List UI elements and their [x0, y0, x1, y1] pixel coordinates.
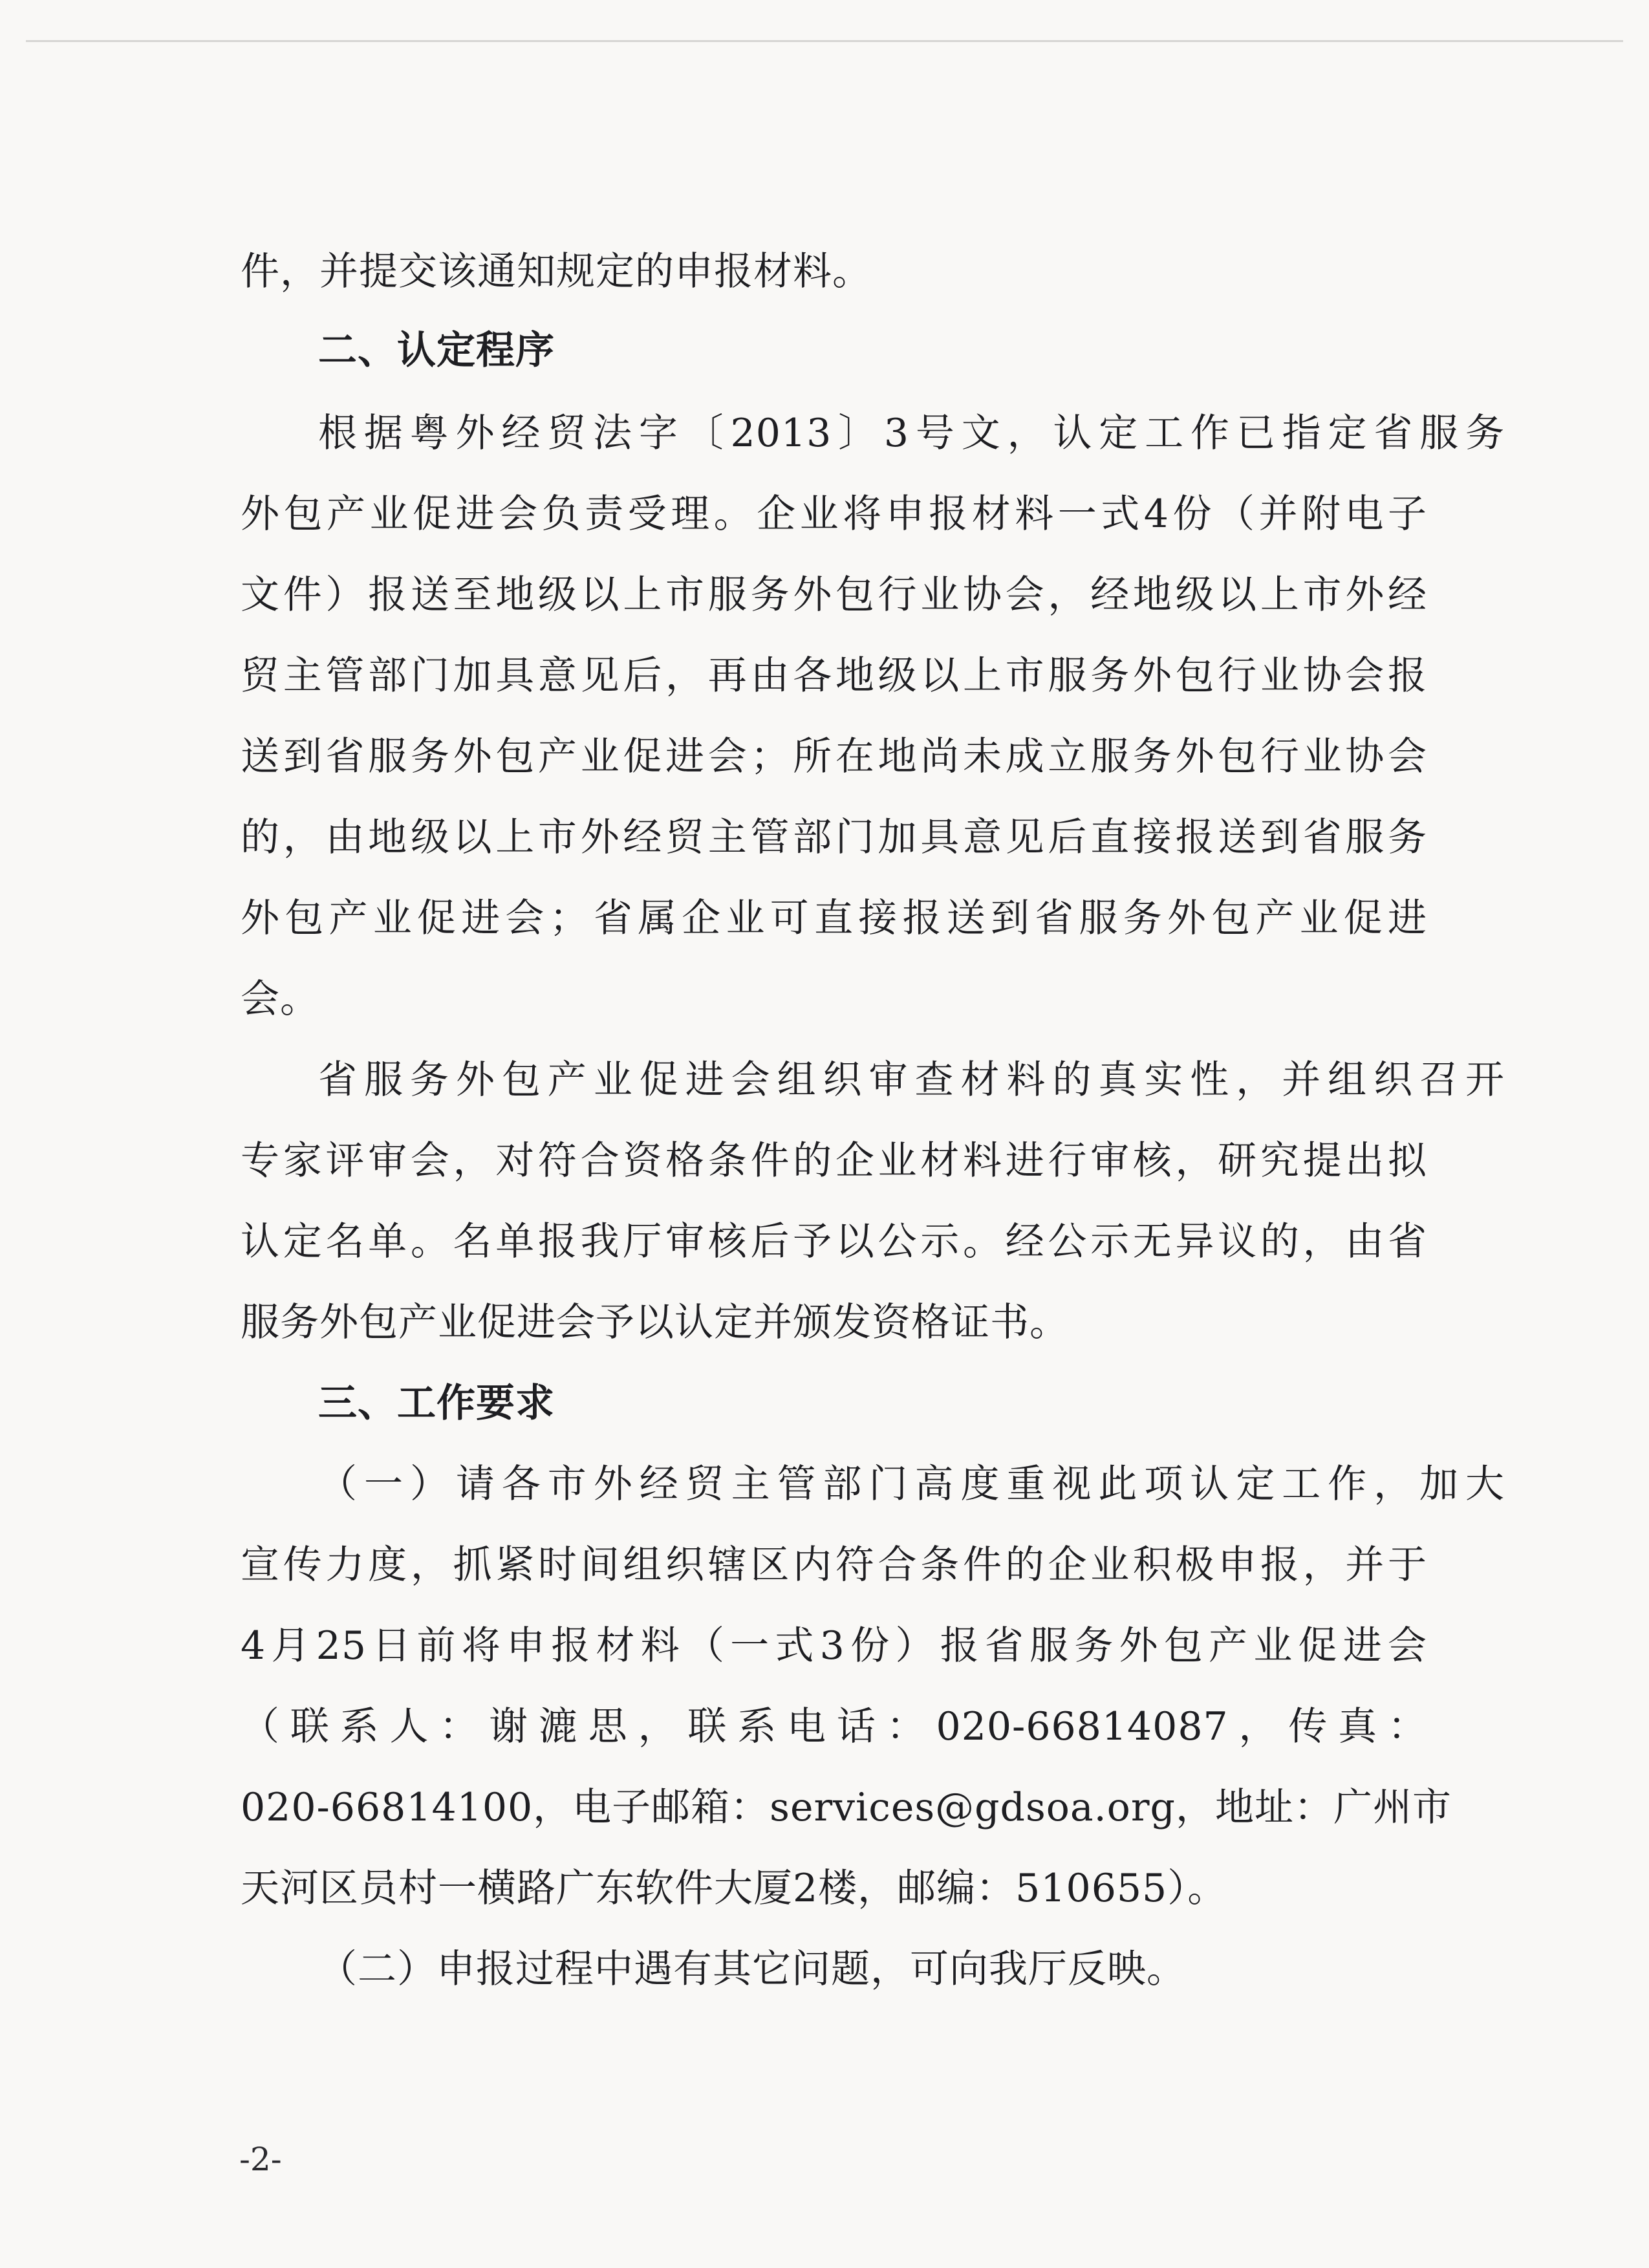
paragraph-line: 会。 [241, 977, 319, 1022]
paragraph-line: 外包产业促进会负责受理。企业将申报材料一式4份（并附电子 [241, 491, 1427, 537]
paragraph-line: 文件）报送至地级以上市服务外包行业协会，经地级以上市外经 [241, 572, 1427, 618]
paragraph-line: 020-66814100，电子邮箱：services@gdsoa.org，地址：广州市 [241, 1785, 1452, 1830]
page-number: -2- [239, 2141, 282, 2178]
paragraph-line: 天河区员村一横路广东软件大厦2楼，邮编：510655）。 [241, 1866, 1227, 1911]
section-heading-procedure: 二、认定程序 [318, 328, 555, 373]
paragraph-line: （一）请各市外经贸主管部门高度重视此项认定工作，加大 [318, 1462, 1505, 1507]
paragraph-line: 服务外包产业促进会予以认定并颁发资格证书。 [241, 1300, 1069, 1345]
paragraph-line: 根据粤外经贸法字〔2013〕3号文，认定工作已指定省服务 [318, 411, 1505, 456]
paragraph-line: （二）申报过程中遇有其它问题，可向我厅反映。 [318, 1947, 1186, 1992]
paragraph-line: 专家评审会，对符合资格条件的企业材料进行审核，研究提出拟 [241, 1138, 1427, 1183]
paragraph-line: 贸主管部门加具意见后，再由各地级以上市服务外包行业协会报 [241, 653, 1427, 698]
section-heading-requirements: 三、工作要求 [318, 1381, 555, 1426]
paragraph-line: 外包产业促进会；省属企业可直接报送到省服务外包产业促进 [241, 896, 1427, 941]
paragraph-line: 认定名单。名单报我厅审核后予以公示。经公示无异议的，由省 [241, 1219, 1427, 1264]
paragraph-line: 4月25日前将申报材料（一式3份）报省服务外包产业促进会 [241, 1623, 1427, 1669]
paragraph-line: 送到省服务外包产业促进会；所在地尚未成立服务外包行业协会 [241, 734, 1427, 779]
paragraph-line: 的，由地级以上市外经贸主管部门加具意见后直接报送到省服务 [241, 815, 1427, 860]
paragraph-line: 宣传力度，抓紧时间组织辖区内符合条件的企业积极申报，并于 [241, 1542, 1427, 1588]
continued-text-line: 件，并提交该通知规定的申报材料。 [241, 249, 872, 294]
paragraph-line: 省服务外包产业促进会组织审查材料的真实性，并组织召开 [318, 1057, 1505, 1103]
scan-top-line [26, 40, 1623, 42]
paragraph-line: （联系人：谢漉思，联系电话：020-66814087，传真： [241, 1704, 1427, 1749]
